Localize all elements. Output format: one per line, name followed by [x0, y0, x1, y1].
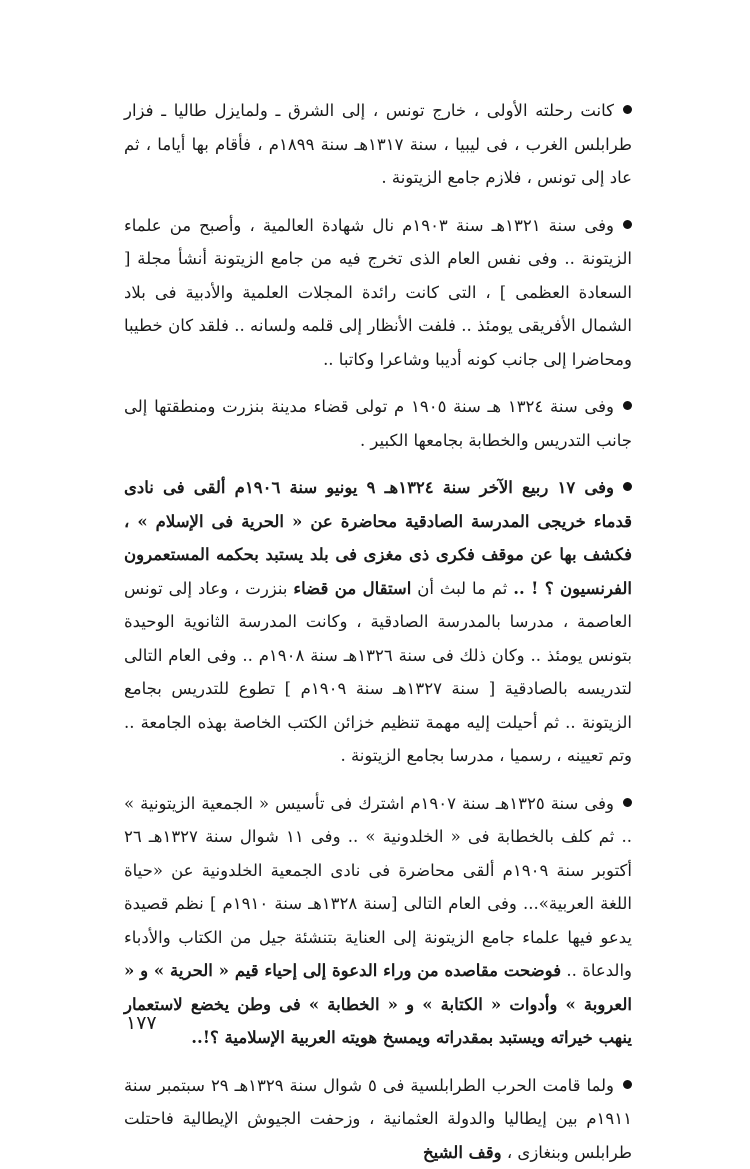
paragraph: [124, 94, 632, 195]
bullet-dot-icon: [623, 798, 632, 807]
paragraph: [124, 1069, 632, 1169]
bold-text-segment: وقف الشيخ: [423, 1143, 502, 1162]
text-segment: ولما قامت الحرب الطرابلسية فى ٥ شوال سنة ١٣٢٩هـ ٢٩ سبتمبر سنة ١٩١١م بين إيطاليا والدولة العثمانية ، وزحفت الجيوش الإيطالية فاحتلت طرابلس وبنغازى ،: [124, 1076, 632, 1162]
bullet-dot-icon: [623, 220, 632, 229]
paragraph: [124, 471, 632, 773]
bold-text-segment: فوضحت مقاصده من وراء الدعوة إلى إحياء قيم « الحرية » و « العروبة » وأدوات « الكتابة » و « الخطابة » فى وطن يخضع لاستعمار ينهب خيراته ويستبد بمقدراته ويمسخ هويته العربية الإسلامية ؟!..: [124, 961, 632, 1047]
bullet-dot-icon: [623, 482, 632, 491]
bullet-dot-icon: [623, 401, 632, 410]
paragraph: [124, 390, 632, 457]
text-segment: كانت رحلته الأولى ، خارج تونس ، إلى الشرق ـ ولمايزل طاليا ـ فزار طرابلس الغرب ، فى ليبيا ، سنة ١٣١٧هـ سنة ١٨٩٩م ، فأقام بها أياما ، ثم عاد إلى تونس ، فلازم جامع الزيتونة .: [124, 101, 632, 187]
text-segment: وفى سنة ١٣٢٤ هـ سنة ١٩٠٥ م تولى قضاء مدينة بنزرت ومنطقتها إلى جانب التدريس والخطابة بجامعها الكبير .: [124, 397, 632, 450]
paragraph: [124, 787, 632, 1055]
text-segment: وفى سنة ١٣٢٥هـ سنة ١٩٠٧م اشترك فى تأسيس « الجمعية الزيتونية » .. ثم كلف بالخطابة فى « الخلدونية » .. وفى ١١ شوال سنة ١٣٢٧هـ ٢٦ أكتوبر سنة ١٩٠٩م ألقى محاضرة فى نادى الجمعية الخلدونية عن «حياة اللغة العربية»... وفى العام التالى [سنة ١٣٢٨هـ سنة ١٩١٠م ] نظم قصيدة يدعو فيها علماء جامع الزيتونة إلى العناية بتنشئة جيل من الكتاب والأدباء والدعاة ..: [124, 794, 632, 981]
bullet-dot-icon: [623, 1080, 632, 1089]
page-number: ١٧٧: [126, 1012, 157, 1034]
text-segment: ثم ما لبث أن: [411, 579, 513, 598]
bullet-dot-icon: [623, 105, 632, 114]
text-segment: وفى سنة ١٣٢١هـ سنة ١٩٠٣م نال شهادة العالمية ، وأصبح من علماء الزيتونة .. وفى نفس العام الذى تخرج فيه من جامع الزيتونة أنشأ مجلة [ السعادة العظمى ] ، التى كانت رائدة المجلات العلمية والأدبية فى بلاد الشمال الأفريقى يومئذ .. فلفت الأنظار إلى قلمه ولسانه .. فلقد كان خطيبا ومحاضرا إلى جانب كونه أديبا وشاعرا وكاتبا ..: [124, 216, 632, 369]
bold-text-segment: استقال من قضاء: [293, 579, 411, 598]
paragraph: [124, 209, 632, 377]
bold-text-segment: وفى ١٧ ربيع الآخر سنة ١٣٢٤هـ ٩ يونيو سنة ١٩٠٦م ألقى فى نادى قدماء خريجى المدرسة الصادقية محاضرة عن « الحرية فى الإسلام » ، فكشف بها عن موقف فكرى ذى مغزى فى بلد يستبد بحكمه المستعمرون الفرنسيون ؟ ! ..: [124, 478, 632, 598]
body-text: [124, 94, 632, 1169]
text-segment: بنزرت ، وعاد إلى تونس العاصمة ، مدرسا بالمدرسة الصادقية ، وكانت المدرسة الثانوية الوحيدة بتونس يومئذ .. وكان ذلك فى سنة ١٣٢٦هـ سنة ١٩٠٨م .. وفى العام التالى لتدريسه بالصادقية [ سنة ١٣٢٧هـ سنة ١٩٠٩م ] تطوع للتدريس بجامع الزيتونة .. ثم أحيلت إليه مهمة تنظيم خزائن الكتب الخاصة بهذه الجامعة .. وتم تعيينه ، رسميا ، مدرسا بجامع الزيتونة .: [124, 579, 632, 766]
